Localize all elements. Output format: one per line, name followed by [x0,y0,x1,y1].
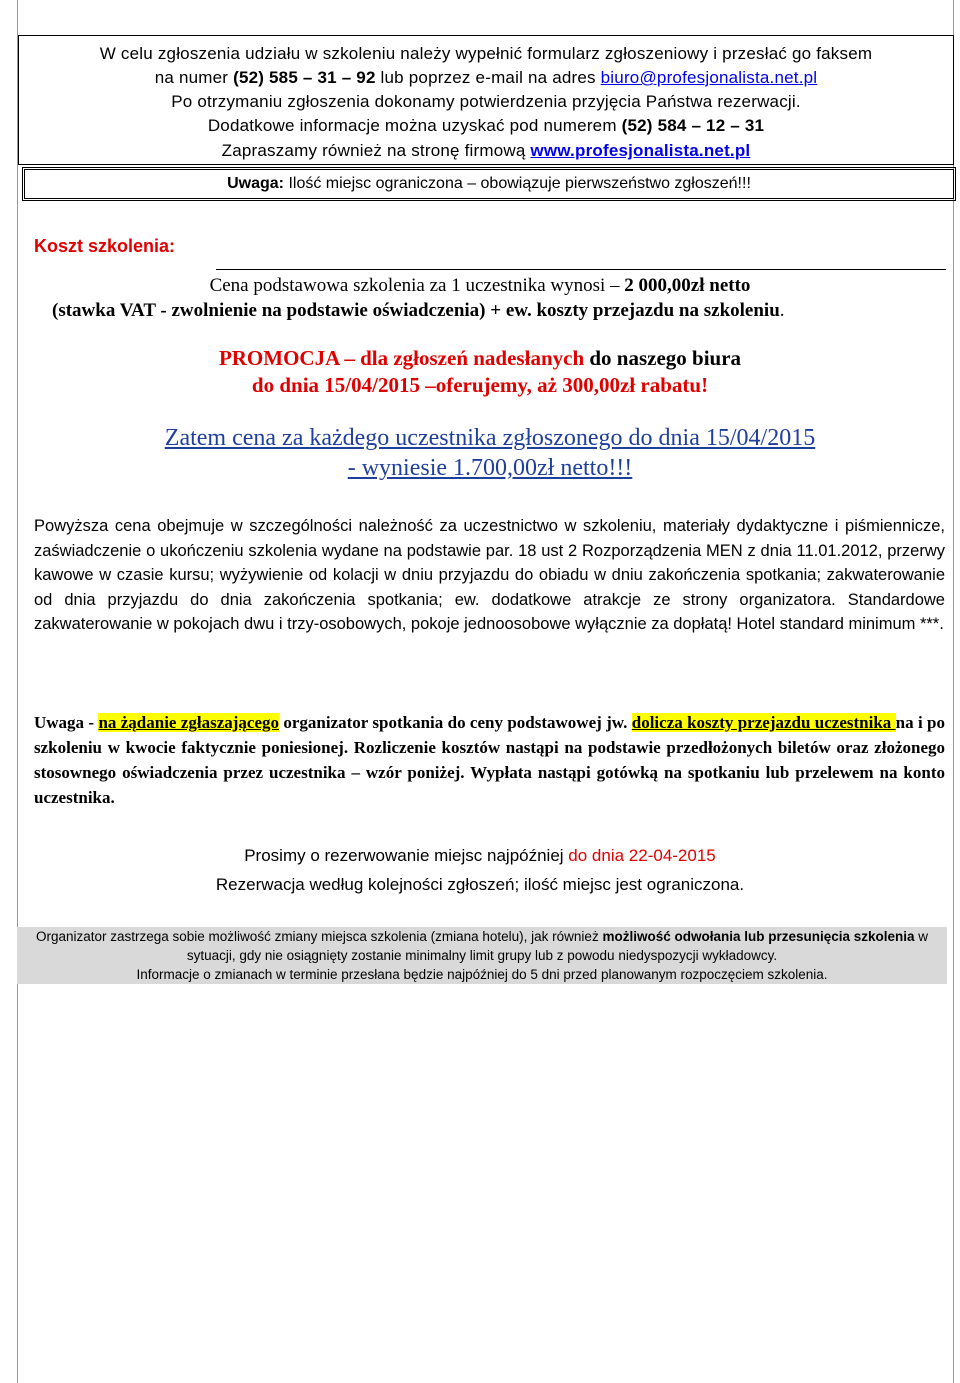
net-price-line-1: Zatem cena za każdego uczestnika zgłoszonego do dnia 15/04/2015 [164,425,816,451]
info-line-2: na numer (52) 585 – 31 – 92 lub poprzez e-mail na adres biuro@profesjonalista.net.pl [154,68,818,87]
info-line-5: Zapraszamy również na stronę firmową www.profesjonalista.net.pl [221,141,751,160]
promo-line-2: do dnia 15/04/2015 –oferujemy, aż 300,00zł rabatu! [251,373,709,397]
cost-section-title: Koszt szkolenia: [34,236,176,256]
website-link[interactable]: www.profesjonalista.net.pl [530,141,751,160]
vat-line: (stawka VAT - zwolnienie na podstawie oświadczenia) + ew. koszty przejazdu na szkoleniu. [52,300,785,321]
info-line-1: W celu zgłoszenia udziału w szkoleniu należy wypełnić formularz zgłoszeniowy i przesłać go faksem [99,44,873,63]
reservation-date: do dnia 22-04-2015 [568,846,716,865]
base-price-value: 2 000,00zł netto [624,275,751,296]
organizer-note-box: Organizator zastrzega sobie możliwość zmiany miejsca szkolenia (zmiana hotelu), jak również możliwość odwołania lub przesunięcia szkolenia w sytuacji, gdy nie osiągnięty zostanie minimalny limit grupy lub z powodu niedyspozycji wykładowcy. Informacje o zmianach w terminie przesłana będzie najpóźniej do 5 dni przed planowanym rozpoczęciem szkolenia. [17,927,947,984]
info-line-3: Po otrzymaniu zgłoszenia dokonamy potwierdzenia przyjęcia Państwa rezerwacji. [171,92,801,111]
email-link[interactable]: biuro@profesjonalista.net.pl [600,68,818,87]
reservation-deadline: Prosimy o rezerwowanie miejsc najpóźniej do dnia 22-04-2015 [244,846,716,865]
contact-info-box [18,35,954,165]
divider [216,269,946,270]
limited-seats-notice: Uwaga: Ilość miejsc ograniczona – obowiązuje pierwszeństwo zgłoszeń!!! [22,167,956,201]
page-frame [17,0,954,1383]
highlight-travel-costs: dolicza koszty przejazdu uczestnika [631,713,896,732]
reservation-order: Rezerwacja według kolejności zgłoszeń; ilość miejsc jest ograniczona. [215,875,745,894]
price-includes-paragraph: Powyższa cena obejmuje w szczególności należność za uczestnictwo w szkoleniu, materiały dydaktyczne i piśmiennicze, zaświadczenie o ukończeniu szkolenia wydane na podstawie par. 18 ust 2 Rozporządzenia MEN z dnia 11.01.2012, przerwy kawowe w czasie kursu; wyżywienie od kolacji w dniu przyjazdu do obiadu w dniu zakończenia spotkania; zakwaterowanie od dnia przyjazdu do dnia zakończenia spotkania; ew. dodatkowe atrakcje ze strony organizatora. Standardowe zakwaterowanie w pokojach dwu i trzy-osobowych, pokoje jednoosobowe wyłącznie za dopłatą! Hotel standard minimum ***. [34,517,945,633]
fax-number: (52) 585 – 31 – 92 [233,68,376,87]
travel-costs-paragraph: Uwaga - na żądanie zgłaszającego organizator spotkania do ceny podstawowej jw. dolicza koszty przejazdu uczestnika na i po szkoleniu w kwocie faktycznie poniesionej. Rozliczenie kosztów nastąpi na podstawie przedłożonych biletów oraz złożonego stosownego oświadczenia przez uczestnika – wzór poniżej. Wypłata nastąpi gotówką na spotkaniu lub przelewem na konto uczestnika. [34,713,946,807]
phone-number: (52) 584 – 12 – 31 [621,116,765,135]
highlight-on-request: na żądanie zgłaszającego [98,713,280,732]
base-price-line: Cena podstawowa szkolenia za 1 uczestnika wynosi – 2 000,00zł netto [209,275,751,296]
info-line-4: Dodatkowe informacje można uzyskać pod numerem (52) 584 – 12 – 31 [207,116,765,135]
net-price-line-2: - wyniesie 1.700,00zł netto!!! [347,455,633,481]
promo-line-1: PROMOCJA – dla zgłoszeń nadesłanych do naszego biura [218,346,742,370]
